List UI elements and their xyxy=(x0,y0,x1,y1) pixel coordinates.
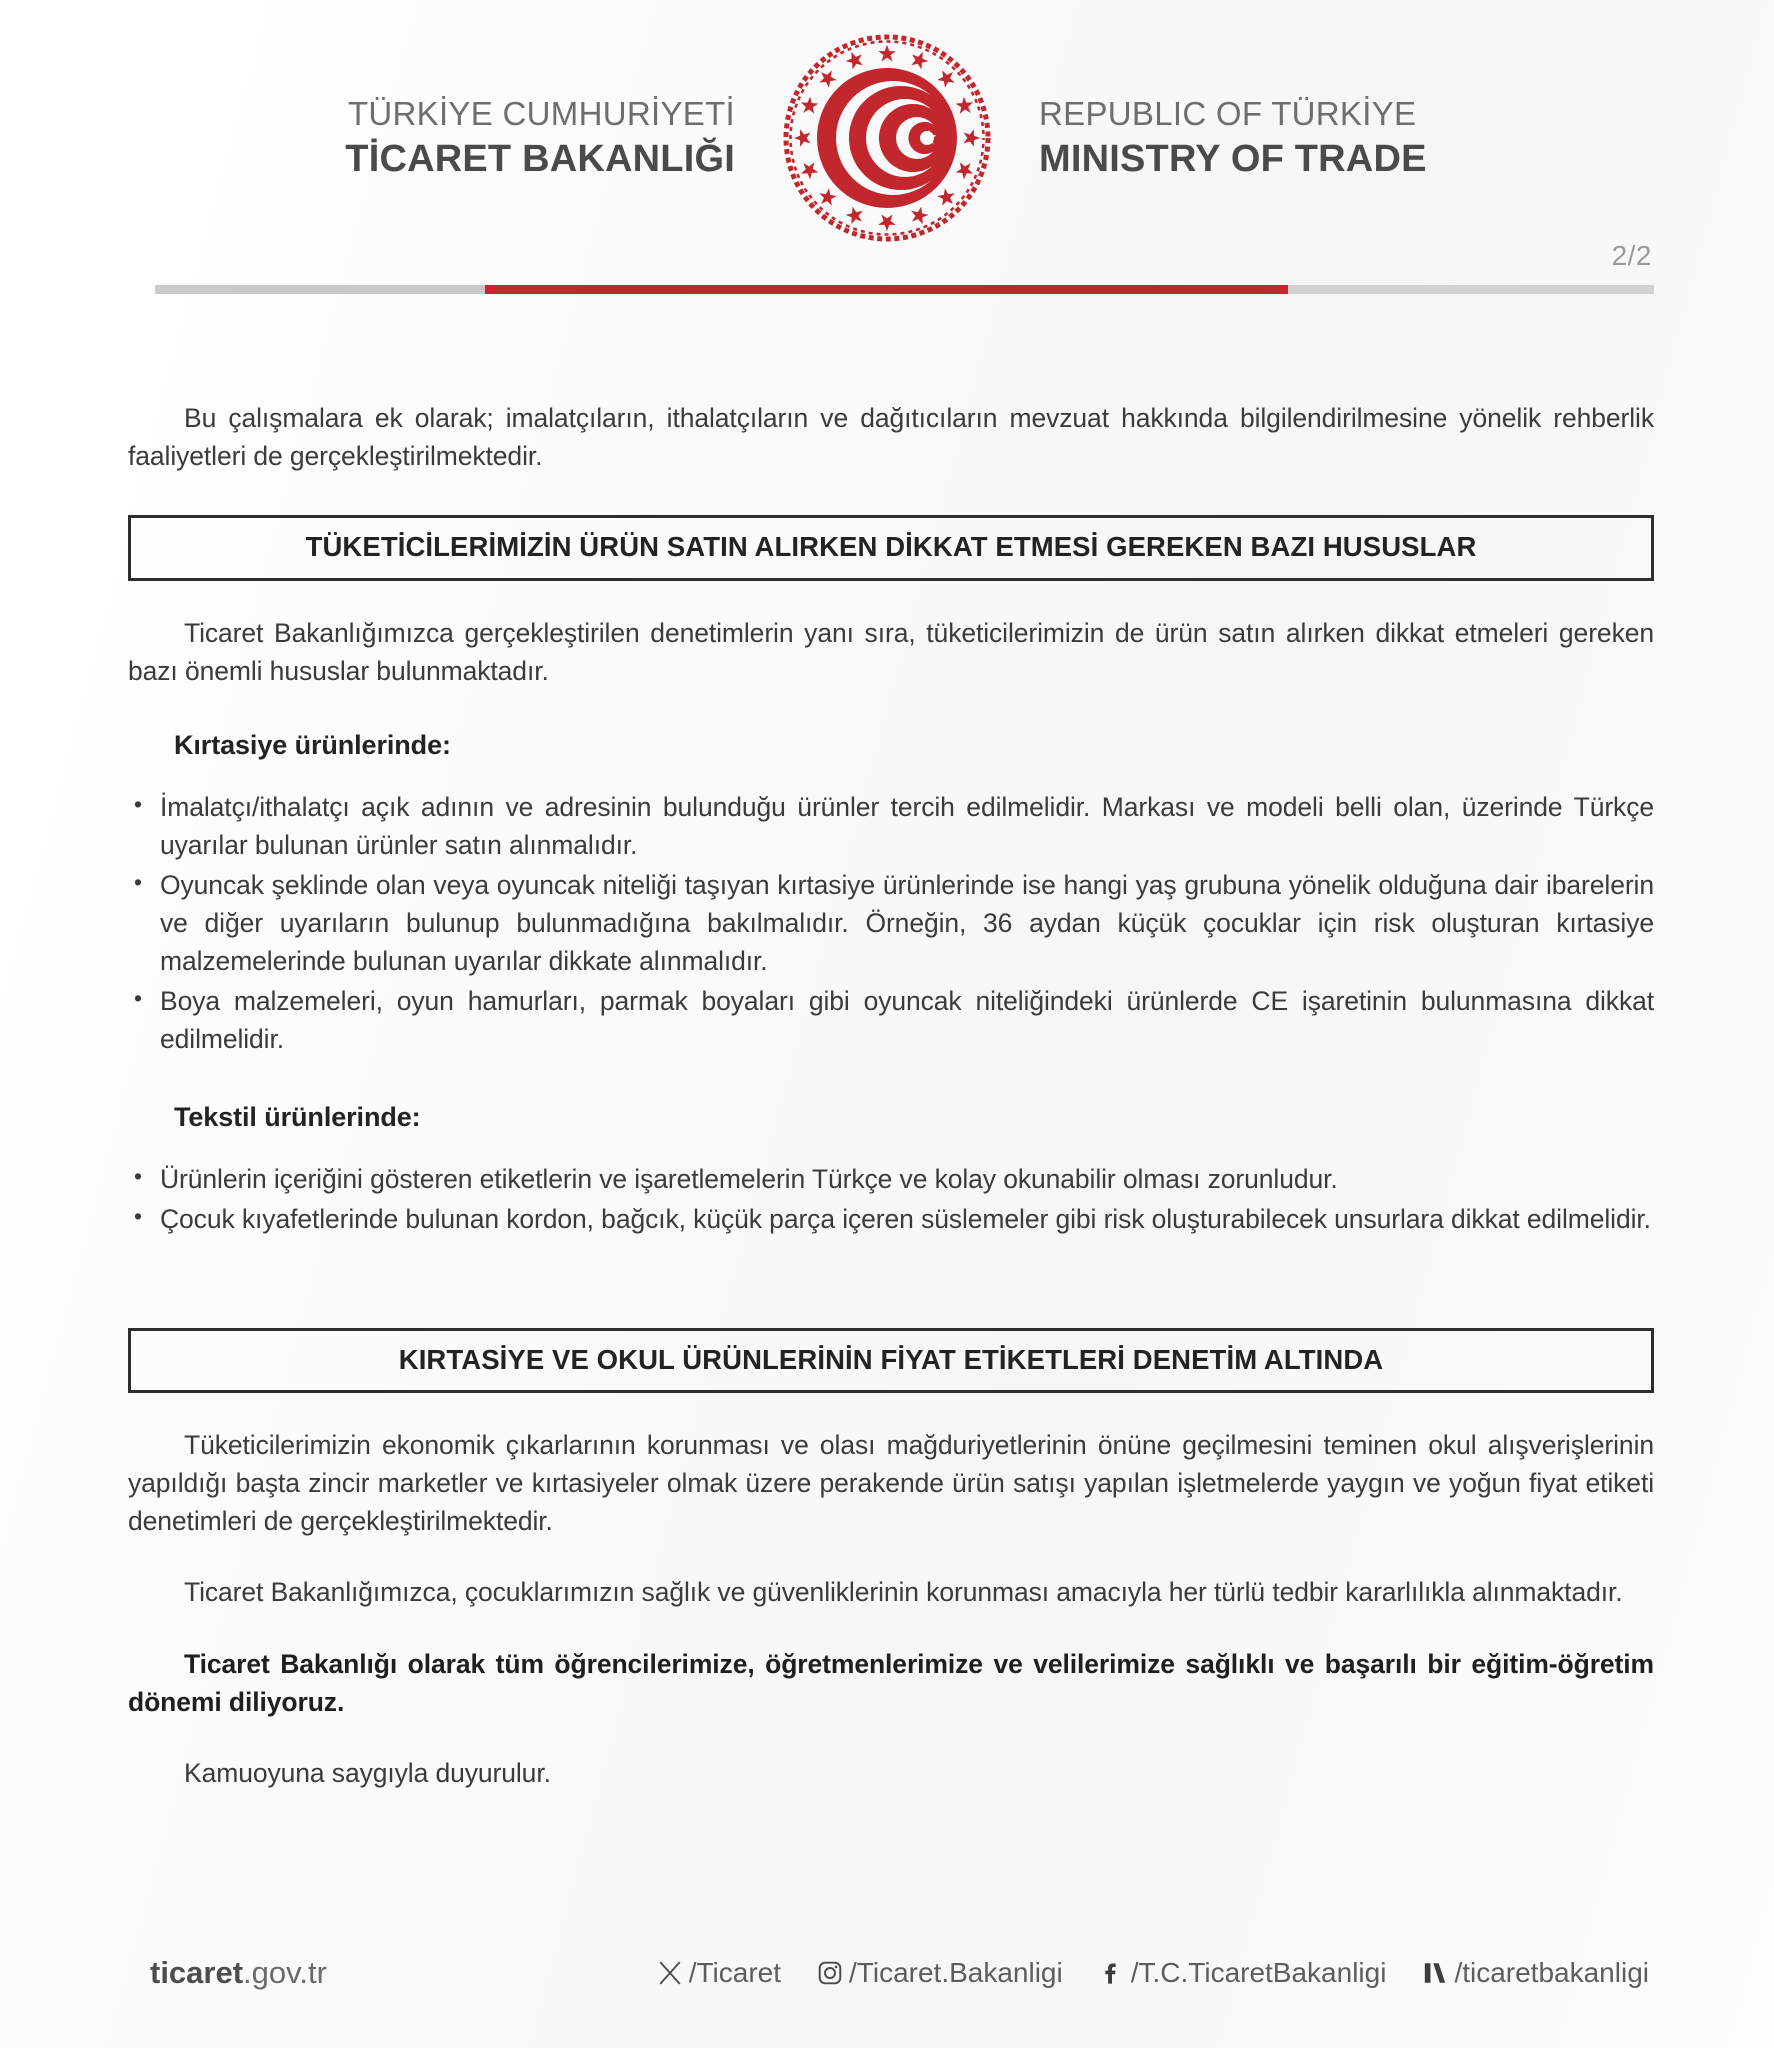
social-handle-x: /Ticaret xyxy=(688,1957,781,1988)
document-body xyxy=(128,400,1654,1793)
closing-final-paragraph: Kamuoyuna saygıyla duyurulur. xyxy=(184,1758,551,1789)
list-item: • Ürünlerin içeriğini gösteren etiketlerin ve işaretlemelerin Türkçe ve kolay okunabilir olması zorunludur. xyxy=(128,1161,1654,1199)
list-item: • Boya malzemeleri, oyun hamurları, parmak boyaları gibi oyuncak niteliğindeki ürünlerde CE işaretinin bulunmasına dikkat edilmelidir. xyxy=(128,983,1654,1058)
document-footer xyxy=(0,1928,1774,2018)
page-number: 2/2 xyxy=(1611,240,1652,271)
section-header-box-2 xyxy=(128,1328,1654,1394)
ministry-label-en: MINISTRY OF TRADE xyxy=(1039,137,1427,180)
ministry-name-english xyxy=(997,95,1517,180)
instagram-icon xyxy=(815,1958,845,1988)
social-link-instagram[interactable] xyxy=(815,1957,1063,1989)
footer-website-rest: .gov.tr xyxy=(243,1955,327,1990)
stationery-bullet-list xyxy=(128,789,1654,1058)
header-divider-bar xyxy=(155,285,1654,294)
social-handle-nsosyal: /ticaretbakanligi xyxy=(1454,1957,1649,1988)
subheading-stationery: Kırtasiye ürünlerinde: xyxy=(174,730,451,761)
divider-segment-gray-left xyxy=(155,285,485,294)
republic-label-en: REPUBLIC OF TÜRKİYE xyxy=(1039,95,1417,133)
list-item: • Çocuk kıyafetlerinde bulunan kordon, bağcık, küçük parça içeren süslemeler gibi risk oluşturabilecek unsurlara dikkat edilmelidir. xyxy=(128,1201,1654,1239)
ministry-label-tr: TİCARET BAKANLIĞI xyxy=(345,137,735,180)
republic-label-tr: TÜRKİYE CUMHURİYETİ xyxy=(347,95,735,133)
x-twitter-icon xyxy=(655,1958,685,1988)
turkish-republic-emblem-icon xyxy=(777,28,997,248)
section1-paragraph: Ticaret Bakanlığımızca gerçekleştirilen denetimlerin yanı sıra, tüketicilerimizin de ürün satın alırken dikkat etmeleri gereken bazı önemli hususlar bulunmaktadır. xyxy=(128,617,1654,686)
footer-social-links xyxy=(655,1957,1649,1989)
section-title-price-labels: KIRTASİYE VE OKUL ÜRÜNLERİNİN FİYAT ETİKETLERİ DENETİM ALTINDA xyxy=(398,1343,1384,1375)
nsosyal-icon xyxy=(1420,1958,1450,1988)
social-link-facebook[interactable] xyxy=(1097,1957,1387,1989)
social-handle-instagram: /Ticaret.Bakanligi xyxy=(849,1957,1063,1988)
section-header-box-1 xyxy=(128,515,1654,581)
footer-website-bold: ticaret xyxy=(150,1955,244,1990)
textile-bullet-list xyxy=(128,1161,1654,1239)
divider-segment-gray-right xyxy=(1288,285,1654,294)
social-link-nsosyal[interactable] xyxy=(1420,1957,1649,1989)
divider-segment-red xyxy=(485,285,1288,294)
list-item: • İmalatçı/ithalatçı açık adının ve adresinin bulunduğu ürünler tercih edilmelidir. Markası ve modeli belli olan, üzerinde Türkçe uyarılar bulunan ürünler satın alınmalıdır. xyxy=(128,789,1654,864)
footer-website[interactable] xyxy=(150,1955,327,1991)
subheading-textile: Tekstil ürünlerinde: xyxy=(174,1101,421,1132)
document-header xyxy=(0,0,1774,300)
section-title-consumer-advice: TÜKETİCİLERİMİZİN ÜRÜN SATIN ALIRKEN DİKKAT ETMESİ GEREKEN BAZI HUSUSLAR xyxy=(305,531,1477,563)
section2-paragraph-2: Ticaret Bakanlığımızca, çocuklarımızın sağlık ve güvenliklerinin korunması amacıyla her türlü tedbir kararlılıkla alınmaktadır. xyxy=(184,1577,1623,1608)
ministry-name-turkish xyxy=(257,95,777,180)
closing-bold-paragraph: Ticaret Bakanlığı olarak tüm öğrencilerimize, öğretmenlerimize ve velilerimize sağlıklı ve başarılı bir eğitim-öğretim dönemi diliyoruz. xyxy=(128,1648,1654,1717)
list-item: • Oyuncak şeklinde olan veya oyuncak niteliği taşıyan kırtasiye ürünlerinde ise hangi yaş grubuna yönelik olduğuna dair ibarelerin ve diğer uyarıların bulunup bulunmadığına bakılmalıdır. Örneğin, 36 aydan küçük çocuklar için risk oluşturan kırtasiye malzemelerinde bulunan uyarılar dikkate alınmalıdır. xyxy=(128,867,1654,980)
facebook-icon xyxy=(1097,1958,1127,1988)
social-handle-facebook: /T.C.TicaretBakanligi xyxy=(1130,1957,1387,1988)
section2-paragraph-1: Tüketicilerimizin ekonomik çıkarlarının korunması ve olası mağduriyetlerinin önüne geçilmesini teminen okul alışverişlerinin yapıldığı başta zincir marketler ve kırtasiyeler olmak üzere perakende ürün satışı yapılan işletmelerde yaygın ve yoğun fiyat etiketi denetimleri de gerçekleştirilmektedir. xyxy=(128,1430,1654,1536)
intro-paragraph: Bu çalışmalara ek olarak; imalatçıların, ithalatçıların ve dağıtıcıların mevzuat hakkında bilgilendirilmesine yönelik rehberlik faaliyetleri de gerçekleştirilmektedir. xyxy=(128,403,1654,471)
social-link-x[interactable] xyxy=(655,1957,781,1989)
